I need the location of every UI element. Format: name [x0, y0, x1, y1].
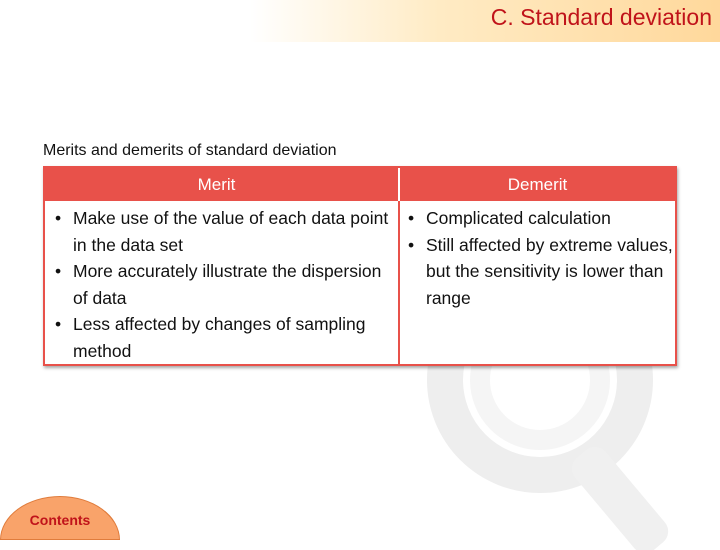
merit-item-text: More accurately illustrate the dispersion of data	[73, 261, 382, 308]
slide-title: C. Standard deviation	[490, 4, 712, 30]
table-caption: Merits and demerits of standard deviation	[43, 142, 337, 159]
merit-list	[55, 205, 398, 364]
demerit-cell	[400, 201, 675, 364]
list-item	[55, 205, 398, 258]
bullet-icon: •	[55, 208, 62, 228]
demerit-header: Demerit	[507, 174, 568, 194]
table-header-row	[45, 168, 675, 201]
bullet-icon: •	[408, 234, 415, 255]
contents-button-label: Contents	[29, 512, 91, 528]
bullet-icon: •	[55, 314, 62, 334]
demerit-list	[408, 205, 675, 311]
list-item	[55, 311, 398, 364]
table-body-row	[45, 201, 675, 364]
merit-header: Merit	[45, 168, 400, 201]
contents-button[interactable]	[0, 496, 120, 540]
merit-item-text: Make use of the value of each data point in the data set	[73, 208, 389, 255]
merit-item-text: Less affected by changes of sampling method	[73, 314, 366, 361]
list-item	[55, 258, 398, 311]
demerit-item-text: Complicated calculation	[426, 208, 611, 228]
bullet-icon: •	[55, 261, 62, 281]
merits-demerits-table	[43, 166, 677, 366]
merit-cell	[45, 201, 400, 364]
demerit-item-text: Still affected by extreme values, but the sensitivity is lower than range	[426, 234, 673, 308]
list-item	[408, 232, 675, 312]
bullet-icon: •	[408, 208, 415, 228]
list-item	[408, 205, 675, 232]
